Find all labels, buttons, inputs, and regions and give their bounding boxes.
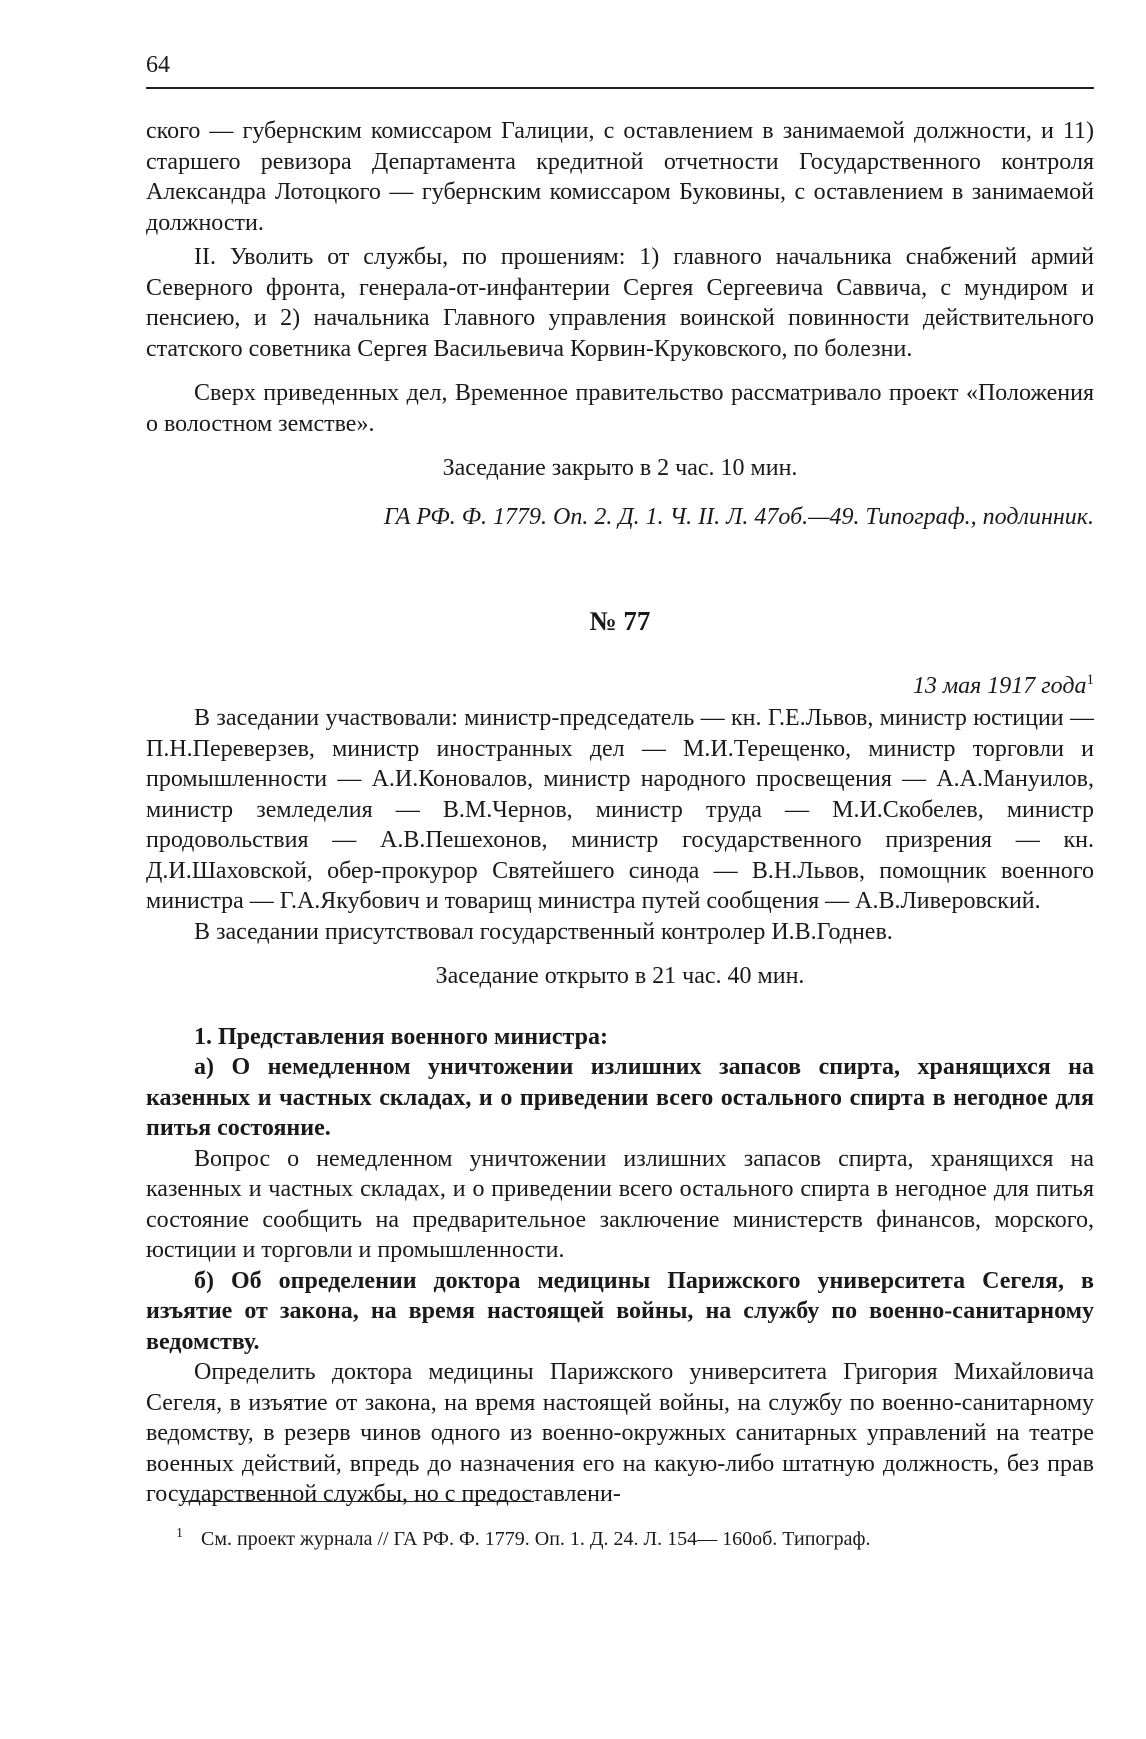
item-ii-paragraph: II. Уволить от службы, по прошениям: 1) главного начальника снабжений армий Северного фронта, генерала-от-инфантерии Сергея Сергеевича Саввича, с мундиром и пенсиею, и 2) начальника Главного управления воинской повинности действительного статского советника Сергея Васильевича Корвин-Круковского, по болезни. [146, 244, 1094, 362]
sub-b-heading: б) Об определении доктора медицины Парижского университета Сегеля, в изъятие от закона, на время настоящей войны, на службу по военно-санитарному ведомству. [146, 1267, 1094, 1355]
sub-b-text: Определить доктора медицины Парижского университета Григория Михайловича Сегеля, в изъятие от закона, на время настоящей войны, на службу по военно-санитарному ведомству, в резерв чинов одного из военно-окружных санитарных управлений на театре военных действий, впредь до назначения его на какую-либо штатную должность, без прав государственной службы, но с предоставлени- [146, 1359, 1094, 1507]
continuation-paragraph: ского — губернским комиссаром Галиции, с оставлением в занимаемой должности, и 11) старшего ревизора Департамента кредитной отчетности Государственного контроля Александра Лотоцкого — губернским комиссаром Буковины, с оставлением в занимаемой должности. [146, 118, 1094, 236]
date-footnote-mark: 1 [1086, 671, 1094, 688]
footnote-mark: 1 [176, 1526, 183, 1542]
page-body [146, 116, 1094, 1510]
page-number: 64 [146, 52, 170, 78]
participants-paragraph: В заседании участвовали: министр-председатель — кн. Г.Е.Львов, министр юстиции — П.Н.Переверзев, министр иностранных дел — М.И.Терещенко, министр торговли и промышленности — А.И.Коновалов, министр народного просвещения — А.А.Мануилов, министр земледелия — В.М.Чернов, министр труда — М.И.Скобелев, министр продовольствия — А.В.Пешехонов, министр государственного призрения — кн. Д.И.Шаховской, обер-прокурор Святейшего синода — В.Н.Львов, помощник военного министра — Г.А.Якубович и товарищ министра путей сообщения — А.В.Ливеровский. [146, 705, 1094, 914]
sub-a-text: Вопрос о немедленном уничтожении излишних запасов спирта, хранящихся на казенных и частных складах, и о приведении всего остального спирта в негодное для питья состояние сообщить на предварительное заключение министерств финансов, морского, юстиции и торговли и промышленности. [146, 1145, 1094, 1263]
sub-a-heading: а) О немедленном уничтожении излишних запасов спирта, хранящихся на казенных и частных складах, и о приведении всего остального спирта в негодное для питья состояние. [146, 1054, 1094, 1141]
header-rule [146, 87, 1094, 89]
document-number: № 77 [589, 606, 651, 636]
footnote-rule [182, 1501, 534, 1502]
archive-source: ГА РФ. Ф. 1779. Оп. 2. Д. 1. Ч. II. Л. 47об.—49. Типограф., подлинник. [383, 503, 1094, 530]
section-1-heading: 1. Представления военного министра: [194, 1023, 608, 1050]
footnote-text: См. проект журнала // ГА РФ. Ф. 1779. Оп. 1. Д. 24. Л. 154— 160об. Типограф. [201, 1528, 871, 1550]
footnote [176, 1526, 870, 1552]
document-date [146, 671, 1094, 702]
present-paragraph: В заседании присутствовал государственный контролер И.В.Годнев. [194, 918, 893, 945]
session-closed: Заседание закрыто в 2 час. 10 мин. [442, 455, 798, 481]
session-opened: Заседание открыто в 21 час. 40 мин. [435, 963, 805, 989]
extra-matters-paragraph: Сверх приведенных дел, Временное правительство рассматривало проект «Положения о волостном земстве». [146, 380, 1094, 437]
date-text: 13 мая 1917 года [912, 672, 1087, 699]
